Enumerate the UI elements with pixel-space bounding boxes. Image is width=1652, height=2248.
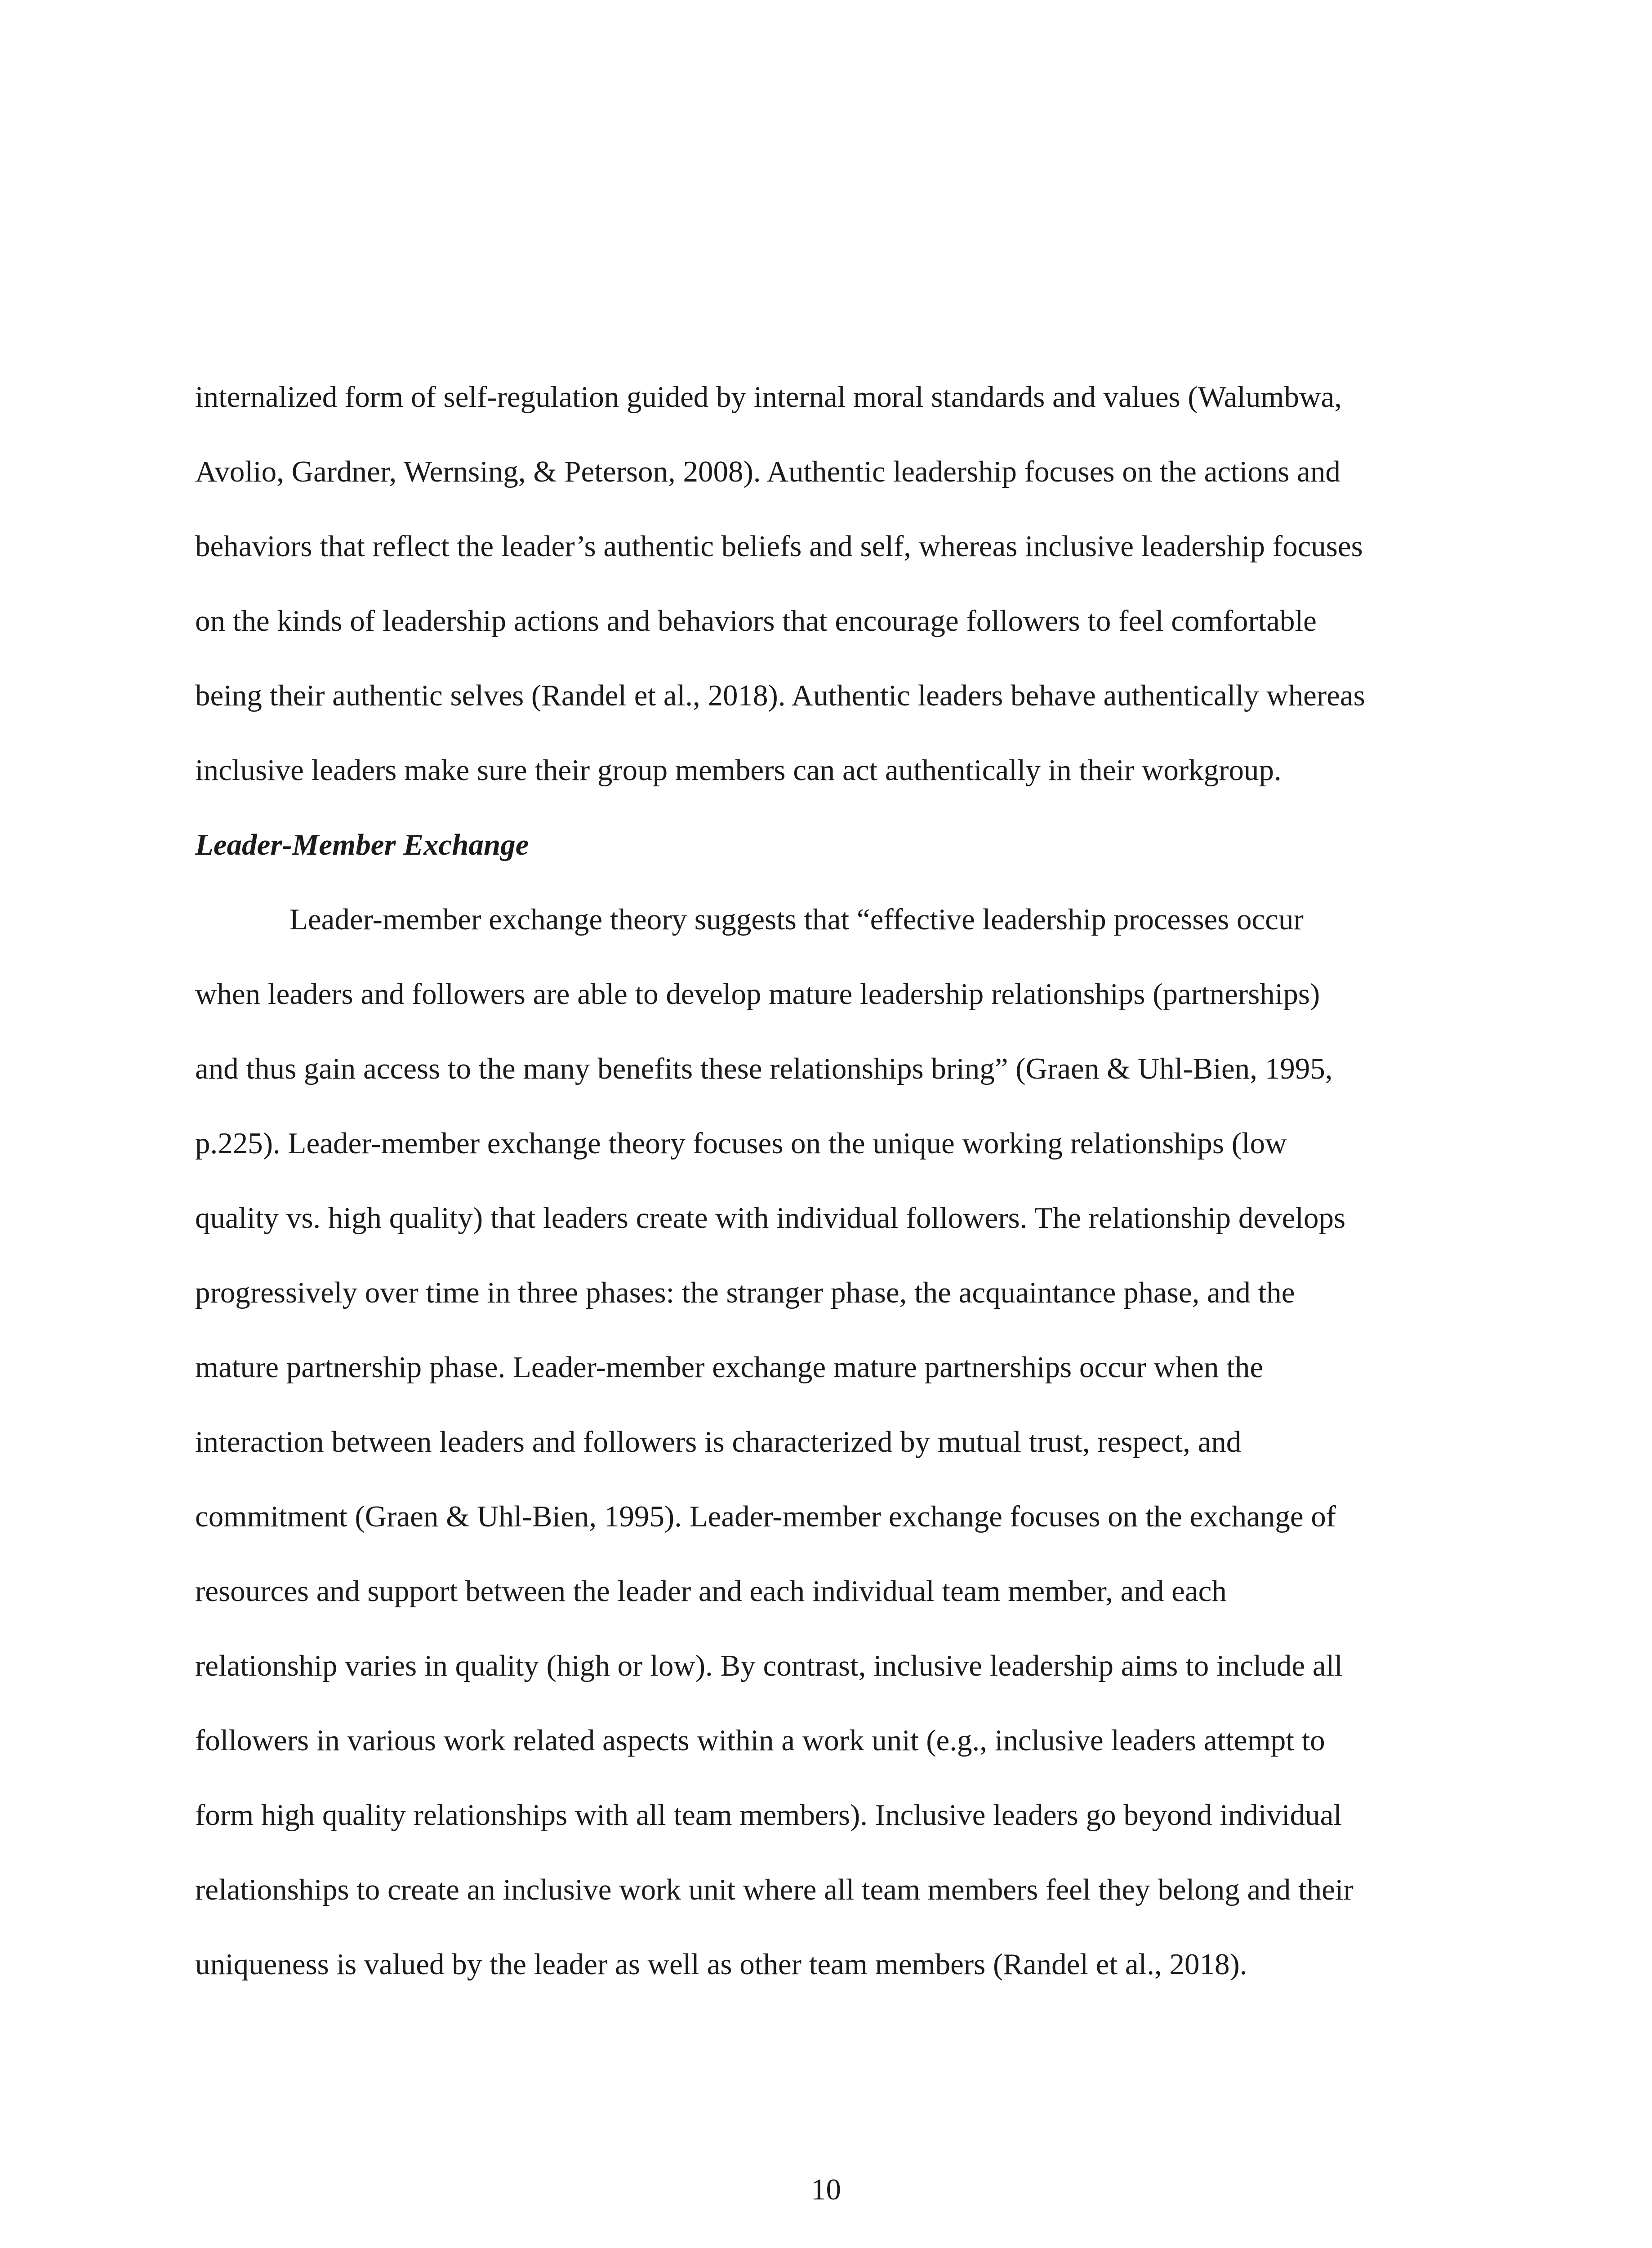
paragraph-line: relationships to create an inclusive work unit where all team members feel they belong and their xyxy=(195,1873,1354,1906)
paragraph-line: and thus gain access to the many benefits these relationships bring” (Graen & Uhl-Bien, 1995, xyxy=(195,1052,1333,1085)
paragraph-line: mature partnership phase. Leader-member exchange mature partnerships occur when the xyxy=(195,1351,1264,1384)
page-number: 10 xyxy=(811,2173,841,2206)
paragraph-line: behaviors that reflect the leader’s authentic beliefs and self, whereas inclusive leadership focuses xyxy=(195,530,1363,563)
paragraph-line: resources and support between the leader and each individual team member, and each xyxy=(195,1574,1227,1608)
paragraph-line: commitment (Graen & Uhl-Bien, 1995). Leader-member exchange focuses on the exchange of xyxy=(195,1500,1336,1533)
paragraph-line: Avolio, Gardner, Wernsing, & Peterson, 2008). Authentic leadership focuses on the actions and xyxy=(195,455,1340,488)
paragraph-line: uniqueness is valued by the leader as well as other team members (Randel et al., 2018). xyxy=(195,1948,1247,1981)
paragraph-line: internalized form of self-regulation guided by internal moral standards and values (Walumbwa, xyxy=(195,380,1342,414)
paragraph-line: Leader-member exchange theory suggests that “effective leadership processes occur xyxy=(289,903,1304,936)
paragraph-line: quality vs. high quality) that leaders create with individual followers. The relationship develops xyxy=(195,1201,1346,1235)
paragraph-line: when leaders and followers are able to develop mature leadership relationships (partnerships) xyxy=(195,977,1320,1011)
body-text xyxy=(195,360,1458,2002)
paragraph-line: being their authentic selves (Randel et al., 2018). Authentic leaders behave authentically whereas xyxy=(195,679,1365,712)
paragraph-line: progressively over time in three phases: the stranger phase, the acquaintance phase, and the xyxy=(195,1276,1295,1309)
paragraph-line: p.225). Leader-member exchange theory focuses on the unique working relationships (low xyxy=(195,1127,1287,1160)
paragraph-line: relationship varies in quality (high or low). By contrast, inclusive leadership aims to include all xyxy=(195,1649,1343,1682)
paragraph-line: interaction between leaders and followers is characterized by mutual trust, respect, and xyxy=(195,1425,1242,1459)
section-heading: Leader-Member Exchange xyxy=(195,828,529,861)
paragraph-line: form high quality relationships with all team members). Inclusive leaders go beyond individual xyxy=(195,1798,1342,1832)
paragraph-line: followers in various work related aspects within a work unit (e.g., inclusive leaders attempt to xyxy=(195,1724,1325,1757)
paragraph-line: inclusive leaders make sure their group members can act authentically in their workgroup. xyxy=(195,754,1282,787)
paragraph-line: on the kinds of leadership actions and behaviors that encourage followers to feel comfortable xyxy=(195,604,1317,638)
